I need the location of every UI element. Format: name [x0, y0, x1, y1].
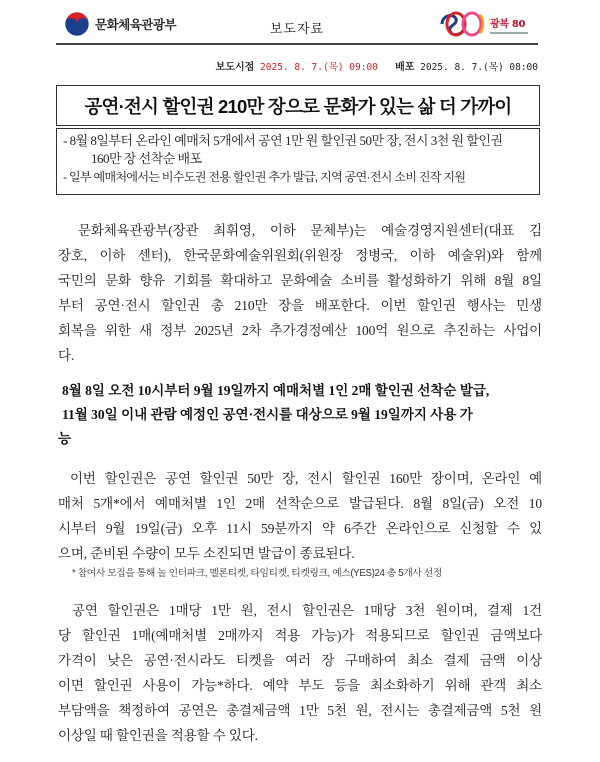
highlight-line: 11월 30일 이내 관람 예정인 공연·전시를 대상으로 9월 19일까지 사용 가 — [62, 407, 473, 422]
text-line: 부담액을 책정하여 공연은 총결제금액 1만 5천 원, 전시는 총결제금액 5천 원 — [58, 703, 542, 718]
document-type-label: 보도자료 — [269, 22, 325, 37]
release-schedule — [216, 58, 538, 73]
text-line: 가격이 낮은 공연·전시라도 티켓을 여러 장 구매하여 최소 결제 금액 이상 — [58, 653, 542, 668]
ministry-name: 문화체육관광부 — [95, 18, 177, 32]
headline-box — [56, 85, 540, 126]
text-line: 으며, 준비된 수량이 모두 소진되면 발급이 종료된다. — [58, 546, 355, 561]
highlight-block — [58, 379, 542, 451]
text-line: 부터 공연·전시 할인권 총 210만 장을 배포한다. 이번 할인권 행사는 민생 — [58, 298, 542, 313]
summary-line: - 8월 8일부터 온라인 예매처 5개에서 공연 1만 원 할인권 50만 장, 전시 3천 원 할인권 — [63, 133, 503, 148]
text-line: 문화체육관광부(장관 최휘영, 이하 문체부)는 예술경영지원센터(대표 김 — [78, 223, 542, 238]
text-line: 장호, 이하 센터), 한국문화예술위원회(위원장 정병국, 이하 예술위)와 함께 — [58, 248, 542, 263]
headline: 공연·전시 할인권 210만 장으로 문화가 있는 삶 더 가까이 — [84, 95, 512, 117]
text-line: 국민의 문화 향유 기회를 확대하고 문화예술 소비를 활성화하기 위해 8월 8일 — [58, 273, 542, 288]
text-line: 이상일 때 할인권을 적용할 수 있다. — [58, 728, 258, 743]
summary-box — [56, 128, 540, 195]
anniversary-logo — [436, 9, 528, 39]
logo-divider — [490, 32, 528, 34]
highlight-line: 능 — [58, 431, 72, 446]
summary-item — [63, 168, 533, 186]
text-line: 시부터 9월 19일(금) 오후 11시 59분까지 약 6주간 온라인으로 신청할 수 있 — [58, 521, 542, 536]
release-time: 2025. 8. 7.(목) 09:00 — [260, 62, 378, 73]
text-line: 공연 할인권은 1매당 1만 원, 전시 할인권은 1매당 3천 원이며, 결제 1건 — [72, 603, 542, 618]
text-line: 다. — [58, 348, 75, 363]
distribute-label: 배포 — [395, 62, 415, 73]
body-paragraph-2 — [58, 466, 542, 566]
summary-line: - 일부 예매처에서는 비수도권 전용 할인권 추가 발급, 지역 공연·전시 소비 진작 지원 — [63, 170, 466, 184]
anniversary-logo-text: 광복 80 — [490, 18, 526, 30]
text-line: 이면 할인권 사용이 가능*하다. 예약 부도 등을 최소화하기 위해 관객 최소 — [58, 678, 542, 693]
liberation-80-logo-icon — [436, 9, 488, 39]
release-label: 보도시점 — [215, 62, 255, 73]
text-line: 당 할인권 1매(예매처별 2매까지 적용 가능)가 적용되므로 할인권 금액보다 — [58, 628, 542, 643]
body-paragraph-3 — [58, 598, 542, 748]
distribute-time: 2025. 8. 7.(목) 08:00 — [420, 62, 538, 73]
summary-line-continued: 160만 장 선착순 배포 — [91, 151, 202, 166]
text-line: 이번 할인권은 공연 할인권 50만 장, 전시 할인권 160만 장이며, 온라인 예 — [70, 471, 542, 486]
text-line: 매처 5개*에서 예매처별 1인 2매 선착순으로 발급된다. 8월 8일(금) 오전 10 — [58, 496, 542, 511]
summary-item — [63, 132, 533, 168]
footnote: * 참여사 모집을 통해 놀 인터파크, 멜론티켓, 타임티켓, 티켓링크, 예스(YES)24 총 5개사 선정 — [72, 568, 442, 579]
highlight-line: 8월 8일 오전 10시부터 9월 19일까지 예매처별 1인 2매 할인권 선착순 발급, — [62, 383, 490, 398]
document-header — [56, 7, 538, 45]
text-line: 회복을 위한 새 정부 2025년 2차 추가경정예산 100억 원으로 추진하는 사업이 — [58, 323, 542, 338]
body-paragraph-1 — [58, 218, 542, 368]
